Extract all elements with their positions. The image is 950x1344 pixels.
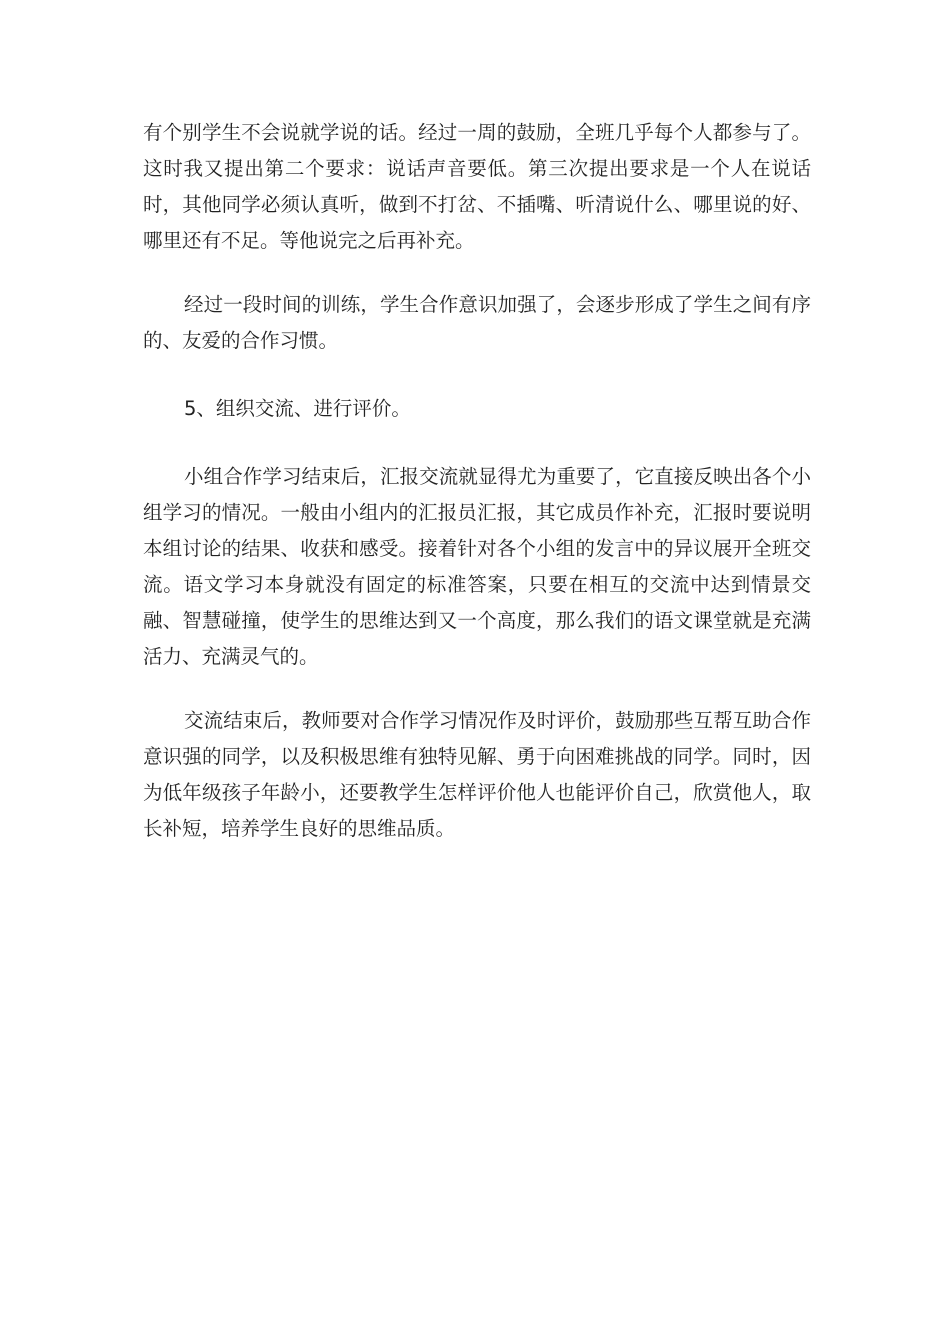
paragraph-evaluation: 交流结束后，教师要对合作学习情况作及时评价，鼓励那些互帮互助合作意识强的同学，以及积极思维有独特见解、勇于向困难挑战的同学。同时，因为低年级孩子年龄小，还要教学生怎样评价他人也能评价自己，欣赏他人，取长补短，培养学生良好的思维品质。	[143, 709, 811, 840]
paragraph-group-report: 小组合作学习结束后，汇报交流就显得尤为重要了，它直接反映出各个小组学习的情况。一般由小组内的汇报员汇报，其它成员作补充，汇报时要说明本组讨论的结果、收获和感受。接着针对各个小组的发言中的异议展开全班交流。语文学习本身就没有固定的标准答案，只要在相互的交流中达到情景交融、智慧碰撞，使学生的思维达到又一个高度，那么我们的语文课堂就是充满活力、充满灵气的。	[143, 465, 811, 668]
paragraph-continued: 有个别学生不会说就学说的话。经过一周的鼓励，全班几乎每个人都参与了。这时我又提出第二个要求：说话声音要低。第三次提出要求是一个人在说话时，其他同学必须认真听，做到不打岔、不插嘴、听清说什么、哪里说的好、哪里还有不足。等他说完之后再补充。	[143, 121, 811, 252]
paragraph-training-result: 经过一段时间的训练，学生合作意识加强了，会逐步形成了学生之间有序的、友爱的合作习惯。	[143, 293, 811, 352]
document-body	[143, 115, 811, 875]
section-heading-5: 5、组织交流、进行评价。	[184, 397, 411, 420]
